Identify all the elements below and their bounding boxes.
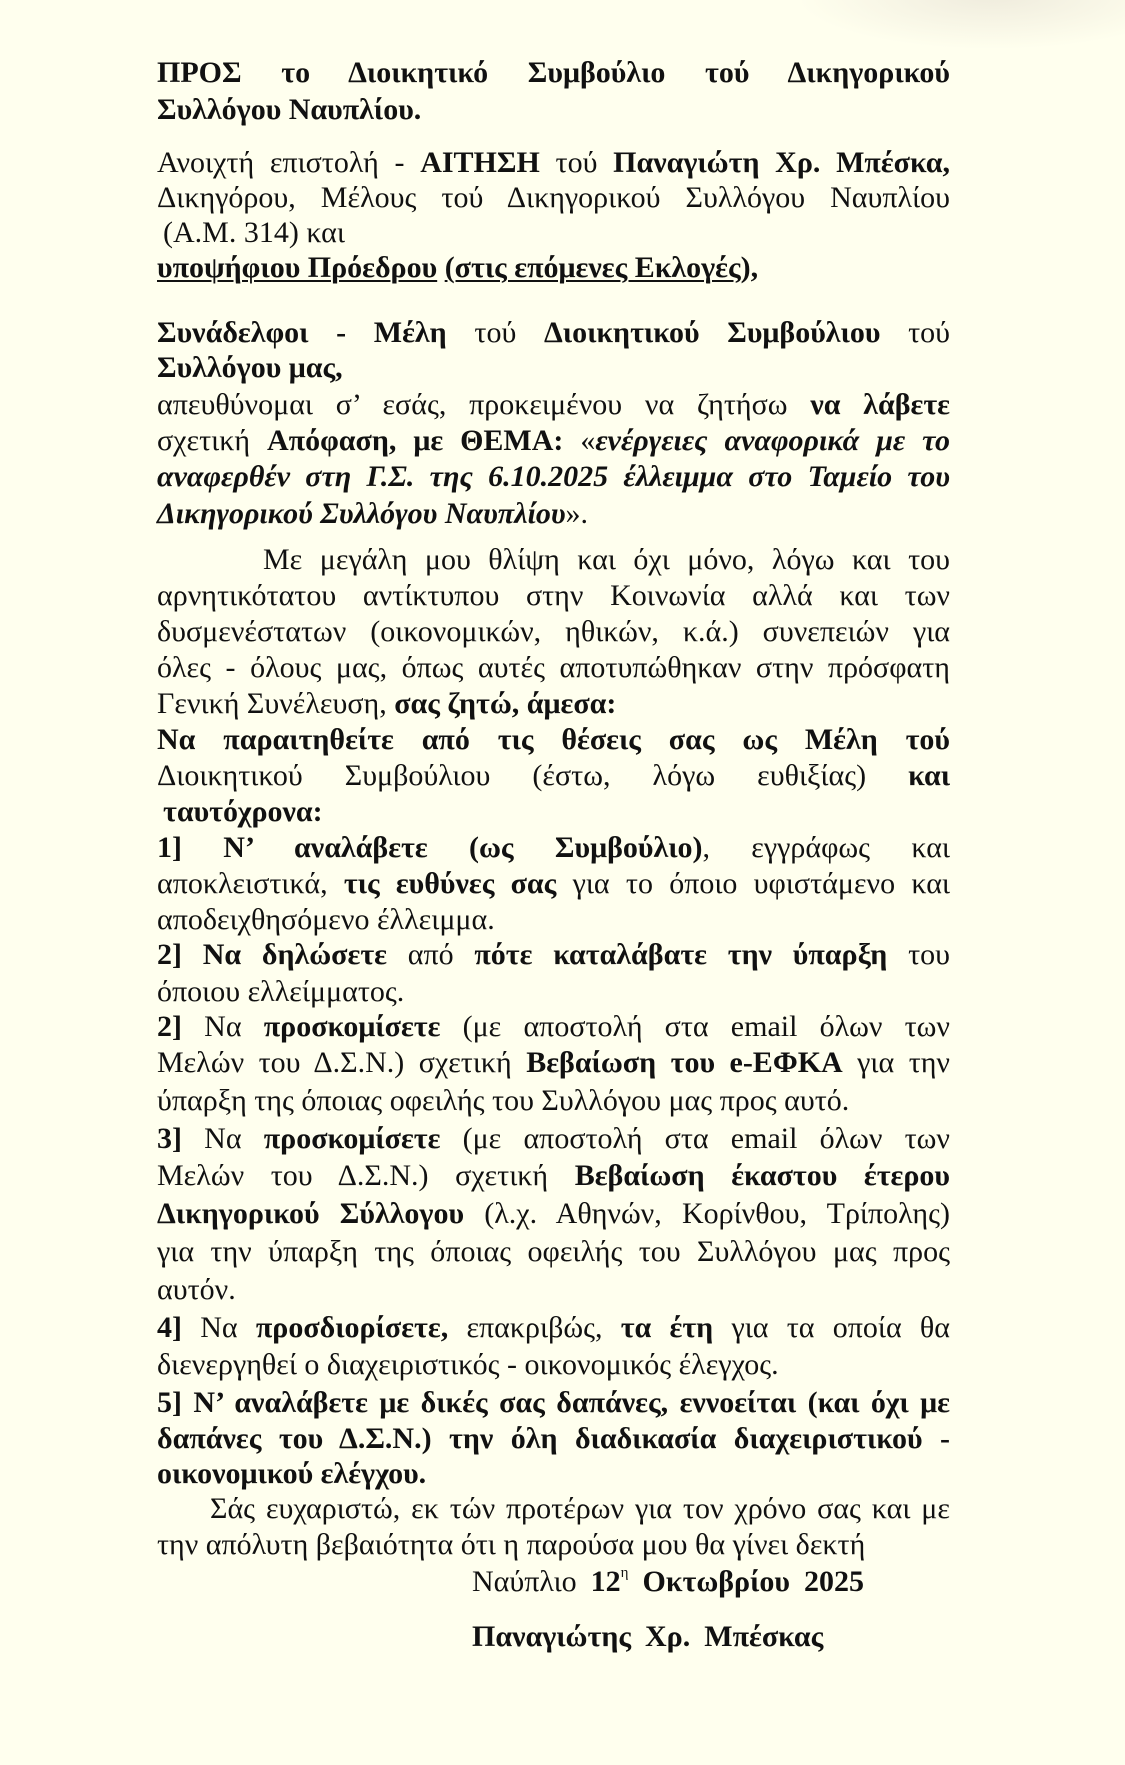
text-segment: και xyxy=(908,759,950,792)
text-line xyxy=(157,350,950,386)
text-line xyxy=(163,794,950,830)
date-year: 2025 xyxy=(803,1565,864,1598)
text-segment: Δικηγορικού Συλλόγου Ναυπλίου xyxy=(157,497,566,530)
text-segment: τού xyxy=(880,316,950,349)
text-line xyxy=(157,387,950,423)
text-line xyxy=(157,1234,950,1270)
text-line xyxy=(157,459,950,495)
text-segment: για τα οποία θα xyxy=(713,1311,951,1344)
text-segment: για την ύπαρξη της όποιας οφειλής του Συλλόγου μας προς xyxy=(157,1235,950,1268)
text-segment: όποιου ελλείμματος. xyxy=(157,975,405,1008)
text-segment: αρνητικότατου αντίκτυπου στην Κοινωνία αλλά και των xyxy=(157,579,950,612)
text-segment: , εγγράφως και xyxy=(702,831,950,864)
text-segment: 2] Να δηλώσετε xyxy=(157,938,387,971)
date-day: 12 xyxy=(590,1565,621,1598)
text-line xyxy=(163,215,950,251)
text-segment: ταυτόχρονα: xyxy=(163,795,323,828)
text-segment: Συλλόγου μας, xyxy=(157,351,343,384)
text-line xyxy=(157,902,950,938)
text-line xyxy=(157,722,950,758)
text-segment: ενέργειες αναφορικά με το xyxy=(595,424,951,457)
text-line xyxy=(210,1491,950,1527)
date-day-suffix: η xyxy=(620,1565,629,1581)
text-segment: Να παραιτηθείτε από τις θέσεις σας ως Μέλη τού xyxy=(157,723,950,756)
text-segment: αυτόν. xyxy=(157,1273,236,1306)
text-segment: όλες - όλους μας, όπως αυτές αποτυπώθηκαν στην πρόσφατη xyxy=(157,651,950,684)
text-segment: από xyxy=(386,938,475,971)
text-segment: οικονομικού ελέγχου. xyxy=(157,1457,427,1490)
text-segment: τις ευθύνες σας xyxy=(343,867,557,900)
signature-middle: Χρ. xyxy=(645,1620,691,1653)
text-line xyxy=(157,1310,950,1346)
text-line xyxy=(157,830,950,866)
text-segment: (Α.Μ. 314) και xyxy=(163,216,345,249)
text-segment: Σάς ευχαριστώ, εκ τών προτέρων για τον χρόνο σας και με xyxy=(210,1492,950,1525)
text-segment: αποκλειστικά, xyxy=(157,867,344,900)
text-segment: (με αποστολή στα email όλων των xyxy=(440,1122,950,1155)
text-segment: 3] xyxy=(157,1122,182,1155)
text-segment: Βεβαίωση έκαστου έτερου xyxy=(574,1159,950,1192)
text-segment: του xyxy=(887,938,950,971)
text-segment: ΠΡΟΣ το Διοικητικό Συμβούλιο τού Δικηγορικού xyxy=(157,56,950,89)
text-segment: Παναγιώτη Χρ. Μπέσκα, xyxy=(613,146,950,179)
text-segment: πότε καταλάβατε την ύπαρξη xyxy=(474,938,888,971)
text-line xyxy=(157,1045,950,1081)
text-line xyxy=(157,866,950,902)
text-segment: Με μεγάλη μου θλίψη και όχι μόνο, λόγω και του xyxy=(263,543,950,576)
text-line xyxy=(157,145,950,181)
text-line xyxy=(157,1196,950,1232)
text-segment: Απόφαση, με ΘΕΜΑ: xyxy=(266,424,564,457)
text-line xyxy=(157,250,950,286)
signature xyxy=(472,1619,823,1655)
text-segment: « xyxy=(563,424,596,457)
text-segment xyxy=(437,251,445,284)
text-segment: ». xyxy=(565,497,589,530)
text-segment: 5] N’ αναλάβετε με δικές σας δαπάνες, εννοείται (και όχι με xyxy=(157,1386,950,1419)
text-segment: Συνάδελφοι - Μέλη xyxy=(157,316,447,349)
text-segment: Δικηγορικού Σύλλογου xyxy=(157,1197,465,1230)
text-segment: δαπάνες του Δ.Σ.Ν.) την όλη διαδικασία διαχειριστικού - xyxy=(157,1422,950,1455)
text-segment: Μελών του Δ.Σ.Ν.) σχετική xyxy=(157,1046,527,1079)
text-segment: Να xyxy=(182,1122,264,1155)
text-segment: αποδειχθησόμενο έλλειμμα. xyxy=(157,903,495,936)
text-segment: τού xyxy=(446,316,544,349)
text-line xyxy=(157,937,950,973)
text-segment: 2] xyxy=(157,1010,182,1043)
text-segment: Γενική Συνέλευση, xyxy=(157,687,395,720)
text-segment: (λ.χ. Αθηνών, Κορίνθου, Τρίπολης) xyxy=(464,1197,950,1230)
text-line xyxy=(157,1158,950,1194)
text-segment: Να xyxy=(182,1010,264,1043)
text-segment: υποψήφιου Πρόεδρου xyxy=(157,251,438,284)
text-line xyxy=(157,1272,950,1308)
text-line xyxy=(157,758,950,794)
text-segment: ), xyxy=(740,251,759,284)
text-segment: τα έτη xyxy=(620,1311,714,1344)
text-segment: αναφερθέν στη Γ.Σ. της 6.10.2025 έλλειμμα στο Ταμείο του xyxy=(157,460,950,493)
text-segment: Δικηγόρου, Μέλους τού Δικηγορικού Συλλόγου Ναυπλίου xyxy=(157,181,950,214)
text-segment: διενεργηθεί ο διαχειριστικός - οικονομικός έλεγχος. xyxy=(157,1348,779,1381)
signature-first-name: Παναγιώτης xyxy=(472,1620,632,1653)
text-line xyxy=(157,614,950,650)
text-line xyxy=(157,686,950,722)
text-line xyxy=(157,315,950,351)
text-line xyxy=(157,578,950,614)
text-line xyxy=(157,1385,950,1421)
text-segment: προσδιορίσετε, xyxy=(255,1311,449,1344)
text-segment: δυσμενέστατων (οικονομικών, ηθικών, κ.ά.) συνεπειών για xyxy=(157,615,950,648)
text-line xyxy=(157,55,950,91)
text-segment: (με αποστολή στα email όλων των xyxy=(440,1010,950,1043)
text-line xyxy=(157,1121,950,1157)
text-line xyxy=(157,423,950,459)
text-line xyxy=(157,1421,950,1457)
text-line xyxy=(157,650,950,686)
text-segment: Διοικητικού Συμβούλιου xyxy=(543,316,881,349)
text-line xyxy=(157,496,950,532)
signature-last-name: Μπέσκας xyxy=(704,1620,824,1653)
text-segment: ύπαρξη της όποιας οφειλής του Συλλόγου μας προς αυτό. xyxy=(157,1084,850,1117)
text-line xyxy=(157,974,950,1010)
text-segment: Βεβαίωση του e-ΕΦΚΑ xyxy=(526,1046,843,1079)
text-segment: επακριβώς, xyxy=(448,1311,621,1344)
text-segment: για το όποιο υφιστάμενο και xyxy=(556,867,950,900)
date-month: Οκτωβρίου xyxy=(642,1565,790,1598)
text-segment: σας ζητώ, άμεσα: xyxy=(394,687,617,720)
text-segment: Ανοιχτή επιστολή - xyxy=(157,146,421,179)
date-line xyxy=(472,1564,864,1600)
text-segment: την απόλυτη βεβαιότητα ότι η παρούσα μου θα γίνει δεκτή xyxy=(157,1528,866,1561)
text-segment: Μελών του Δ.Σ.Ν.) σχετική xyxy=(157,1159,575,1192)
text-line xyxy=(157,1456,950,1492)
text-segment: Συλλόγου Ναυπλίου. xyxy=(157,93,422,126)
text-segment: σχετική xyxy=(157,424,267,457)
text-segment: για την xyxy=(842,1046,950,1079)
text-line xyxy=(157,1347,950,1383)
text-segment: ΑΙΤΗΣΗ xyxy=(420,146,540,179)
text-segment: Διοικητικού Συμβούλιου (έστω, λόγω ευθιξίας) xyxy=(157,759,909,792)
text-segment: προσκομίσετε xyxy=(263,1122,441,1155)
text-line xyxy=(157,1009,950,1045)
text-line xyxy=(157,1527,950,1563)
text-segment: προσκομίσετε xyxy=(263,1010,441,1043)
text-segment: (στις επόμενες Εκλογές xyxy=(444,251,741,284)
text-line xyxy=(263,542,950,578)
text-line xyxy=(157,1083,950,1119)
text-line xyxy=(157,92,950,128)
text-line xyxy=(157,180,950,216)
text-segment: να λάβετε xyxy=(810,388,950,421)
text-segment: Να xyxy=(182,1311,256,1344)
text-segment: τού xyxy=(539,146,614,179)
text-segment: 1] N’ αναλάβετε (ως Συμβούλιο) xyxy=(157,831,703,864)
date-place: Ναύπλιο xyxy=(472,1565,577,1598)
text-segment: 4] xyxy=(157,1311,182,1344)
text-segment: απευθύνομαι σ’ εσάς, προκειμένου να ζητήσω xyxy=(157,388,811,421)
